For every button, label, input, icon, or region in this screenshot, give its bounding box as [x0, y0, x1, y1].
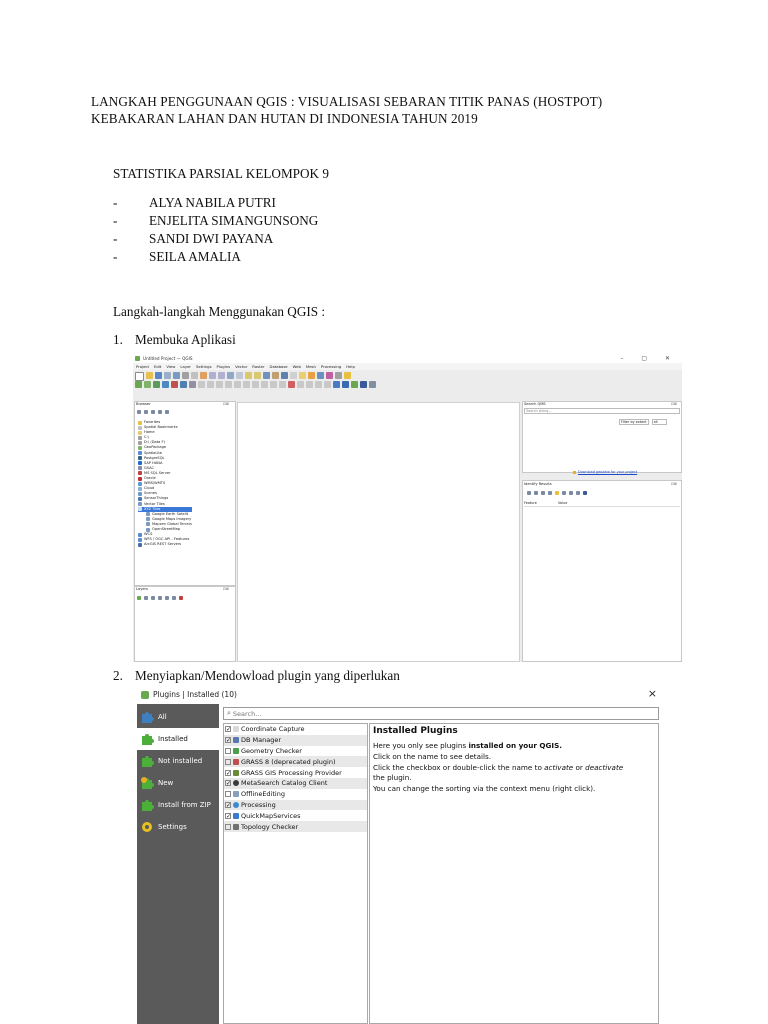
- plugin-checkbox[interactable]: [225, 791, 231, 797]
- tree-item[interactable]: Home: [138, 430, 192, 435]
- plugin-search-box[interactable]: [223, 707, 659, 720]
- collapse-icon[interactable]: [151, 410, 155, 414]
- plugin-checkbox[interactable]: ✓: [226, 737, 232, 745]
- data-source-manager-icon[interactable]: [135, 381, 142, 388]
- layers-panel-title: Layers: [136, 587, 148, 591]
- details-paragraph: Click on the name to see details.: [373, 751, 492, 761]
- menu-layer[interactable]: Layer: [180, 364, 191, 369]
- folder-icon: [138, 431, 142, 435]
- tree-item[interactable]: PostgreSQL: [138, 456, 192, 461]
- qms-icon[interactable]: [333, 381, 340, 388]
- grass-icon: [233, 759, 239, 765]
- plugin-name: Processing: [241, 800, 276, 809]
- plugin-checkbox[interactable]: [225, 824, 231, 830]
- select-icon[interactable]: [299, 372, 306, 379]
- step-1: [113, 332, 236, 348]
- sidebar-item-label: Settings: [158, 823, 187, 831]
- step-number: 1.: [113, 332, 123, 347]
- sidebar-item-not-installed[interactable]: [137, 750, 219, 772]
- puzzle-icon: [140, 732, 154, 746]
- pan-icon[interactable]: [191, 372, 198, 379]
- qms-search-icon[interactable]: [342, 381, 349, 388]
- plugin-row[interactable]: [224, 800, 367, 811]
- identify-toolbar: [527, 491, 587, 495]
- download-geodata-row: [573, 470, 637, 474]
- plugin-row[interactable]: [224, 810, 367, 821]
- sidebar-item-label: All: [158, 713, 167, 721]
- sidebar-item-label: Not installed: [158, 757, 203, 765]
- sap-hana-icon: [138, 461, 142, 465]
- qms-search-input[interactable]: Search string...: [524, 408, 680, 414]
- label-change-icon[interactable]: [324, 381, 331, 388]
- step-2: [113, 668, 400, 684]
- member-name: SANDI DWI PAYANA: [149, 231, 274, 246]
- tree-item[interactable]: Favorites: [138, 420, 192, 425]
- sidebar-item-label: Installed: [158, 735, 188, 743]
- collapse-tree-icon[interactable]: [534, 491, 538, 495]
- add-feature-icon[interactable]: [216, 381, 223, 388]
- new-star-icon: [140, 776, 154, 790]
- wcs-icon: [138, 533, 142, 537]
- menu-vector[interactable]: Vector: [235, 364, 248, 369]
- db-manager-icon: [233, 737, 239, 743]
- title-line-2: KEBAKARAN LAHAN DAN HUTAN DI INDONESIA TAHUN 2019: [91, 111, 478, 126]
- qgis-window-screenshot: [133, 355, 682, 662]
- tile-icon: [146, 512, 150, 516]
- tree-item[interactable]: C:\: [138, 435, 192, 440]
- details-paragraph: Click the checkbox or double-click the name to activate or deactivate: [373, 762, 624, 772]
- menu-raster[interactable]: Raster: [252, 364, 265, 369]
- label-pin-icon[interactable]: [297, 381, 304, 388]
- tree-item[interactable]: Scenes: [138, 491, 192, 496]
- collapse-all-icon[interactable]: [172, 596, 176, 600]
- plugins-dialog-screenshot: [137, 687, 663, 1024]
- plugin-name: Geometry Checker: [241, 746, 302, 755]
- plugin-row[interactable]: [224, 767, 367, 778]
- map-tips-icon[interactable]: [335, 372, 342, 379]
- qgis-window-title: Untitled Project — QGIS: [143, 356, 193, 361]
- details-paragraph: Here you only see plugins installed on your QGIS.: [373, 741, 562, 750]
- wfs-icon: [138, 538, 142, 542]
- plugin-name: GRASS GIS Processing Provider: [241, 768, 342, 777]
- plugin-checkbox[interactable]: ✓: [226, 801, 232, 809]
- plugin-name: MetaSearch Catalog Client: [241, 779, 328, 788]
- identify-icon[interactable]: [290, 372, 297, 379]
- filter-row: [619, 419, 667, 425]
- plugins-titlebar: [137, 687, 663, 704]
- group-name: STATISTIKA PARSIAL KELOMPOK 9: [113, 166, 329, 181]
- plugin-checkbox[interactable]: ✓: [226, 780, 232, 788]
- topology-checker-icon: [233, 824, 239, 830]
- plugins-dialog-title: Plugins | Installed (10): [153, 690, 237, 699]
- tree-item[interactable]: Google Earth Satelit: [138, 512, 192, 517]
- plugin-details-pane: [369, 723, 659, 1024]
- plugin-row[interactable]: [224, 778, 367, 789]
- member-item: - ENJELITA SIMANGUNSONG: [113, 213, 319, 228]
- add-vector-icon[interactable]: [153, 381, 160, 388]
- label-move-icon[interactable]: [306, 381, 313, 388]
- drive-icon: [138, 441, 142, 445]
- expand-tree-icon[interactable]: [527, 491, 531, 495]
- temporal-icon[interactable]: [272, 372, 279, 379]
- zoom-next-icon[interactable]: [254, 372, 261, 379]
- tree-item[interactable]: D:\ (Data F): [138, 440, 192, 445]
- plugin-name: DB Manager: [241, 736, 282, 745]
- open-project-icon[interactable]: [146, 372, 153, 379]
- plugin-row[interactable]: [224, 756, 367, 767]
- member-name: ENJELITA SIMANGUNSONG: [149, 213, 319, 228]
- menu-project[interactable]: Project: [136, 364, 149, 369]
- tile-icon: [146, 522, 150, 526]
- star-icon: [138, 421, 142, 425]
- identify-results-panel: [522, 480, 682, 662]
- oracle-icon: [138, 477, 142, 481]
- browser-panel-title: Browser: [136, 402, 151, 406]
- menu-edit[interactable]: Edit: [154, 364, 162, 369]
- sidebar-item-installed[interactable]: [137, 728, 219, 750]
- plugin-name: GRASS 8 (deprecated plugin): [241, 757, 336, 766]
- menu-mesh[interactable]: Mesh: [305, 364, 316, 369]
- plugins-sidebar: [137, 704, 219, 1024]
- zoom-in-icon[interactable]: [209, 372, 216, 379]
- vertex-tool-icon[interactable]: [225, 381, 232, 388]
- annotation-icon[interactable]: [344, 372, 351, 379]
- search-icon: ⌕: [227, 709, 231, 717]
- add-db-layer-icon[interactable]: [180, 381, 187, 388]
- wms-icon: [138, 482, 142, 486]
- tree-item[interactable]: WMS/WMTS: [138, 481, 192, 486]
- save-as-icon[interactable]: [164, 372, 171, 379]
- filter-icon[interactable]: [144, 410, 148, 414]
- tree-item[interactable]: SensorThings: [138, 496, 192, 501]
- zoom-full-icon[interactable]: [227, 372, 234, 379]
- bookmark-icon: [138, 426, 142, 430]
- tree-item[interactable]: GSAC: [138, 466, 192, 471]
- coordinate-capture-icon: [233, 726, 239, 732]
- menu-web[interactable]: Web: [292, 364, 301, 369]
- layers-toolbar: [137, 596, 183, 600]
- delete-icon[interactable]: [234, 381, 241, 388]
- add-raster-icon[interactable]: [162, 381, 169, 388]
- toggle-edit-icon[interactable]: [198, 381, 205, 388]
- tree-item[interactable]: ArcGIS REST Servers: [138, 542, 192, 547]
- digitize-icon[interactable]: [171, 381, 178, 388]
- pan-to-selection-icon[interactable]: [200, 372, 207, 379]
- member-name: SEILA AMALIA: [149, 249, 241, 264]
- tree-item[interactable]: Oracle: [138, 476, 192, 481]
- layout-manager-icon[interactable]: [182, 372, 189, 379]
- menu-settings[interactable]: Settings: [195, 364, 212, 369]
- tree-item[interactable]: WFS / OGC API - Features: [138, 537, 192, 542]
- menu-view[interactable]: View: [166, 364, 176, 369]
- scenes-icon: [138, 492, 142, 496]
- python-icon[interactable]: [351, 381, 358, 388]
- tree-item[interactable]: Vector Tiles: [138, 502, 192, 507]
- identify-results-title: Identify Results: [524, 482, 552, 486]
- member-list: [113, 194, 318, 266]
- postgresql-icon: [138, 456, 142, 460]
- download-geodata-link[interactable]: Download geodata for your project: [578, 470, 638, 474]
- tree-item[interactable]: Cloud: [138, 486, 192, 491]
- redo-icon[interactable]: [279, 381, 286, 388]
- panel-close-icon[interactable]: ⊡⊠: [671, 402, 678, 406]
- search-qms-panel: [522, 401, 682, 473]
- info-icon[interactable]: [165, 410, 169, 414]
- sidebar-item-settings[interactable]: [137, 816, 219, 838]
- arcgis-icon: [138, 543, 142, 547]
- menu-processing[interactable]: Processing: [320, 364, 342, 369]
- highlight-icon[interactable]: [555, 491, 559, 495]
- tree-item[interactable]: Spatial Bookmarks: [138, 425, 192, 430]
- puzzle-icon: [140, 754, 154, 768]
- filter-value-combo[interactable]: all: [652, 419, 667, 425]
- identify-mode-icon[interactable]: [576, 491, 580, 495]
- map-canvas[interactable]: [237, 402, 520, 662]
- details-paragraph: the plugin.: [373, 773, 412, 783]
- member-item: - SEILA AMALIA: [113, 249, 241, 264]
- edit-icon[interactable]: [189, 381, 196, 388]
- sidebar-item-label: Install from ZIP: [158, 801, 211, 809]
- browser-toolbar: [137, 410, 169, 414]
- plugin-name: Topology Checker: [241, 822, 299, 831]
- qgis-titlebar: [133, 355, 682, 363]
- style-icon[interactable]: [137, 596, 141, 600]
- tree-item[interactable]: Mapzen Global Terrain: [138, 522, 192, 527]
- tree-item[interactable]: GeoPackage: [138, 445, 192, 450]
- copy-feature-icon[interactable]: [562, 491, 566, 495]
- panel-close-icon[interactable]: ⊡⊠: [223, 587, 230, 591]
- refresh-icon[interactable]: [137, 410, 141, 414]
- tree-item[interactable]: MS SQL Server: [138, 471, 192, 476]
- window-controls[interactable]: – ▢ ✕: [620, 355, 678, 362]
- warning-icon: [573, 471, 576, 474]
- puzzle-icon: [140, 710, 154, 724]
- plugin-row[interactable]: [224, 746, 367, 757]
- cut-icon[interactable]: [243, 381, 250, 388]
- plugin-checkbox[interactable]: ✓: [226, 769, 232, 777]
- intro-text: Langkah-langkah Menggunakan QGIS :: [113, 304, 326, 319]
- column-value: Value: [558, 501, 568, 505]
- puzzle-icon: [140, 798, 154, 812]
- details-heading: Installed Plugins: [373, 726, 458, 736]
- xyz-tiles-icon: [138, 507, 142, 511]
- zoom-last-icon[interactable]: [245, 372, 252, 379]
- new-layer-icon[interactable]: [144, 381, 151, 388]
- print-icon[interactable]: [569, 491, 573, 495]
- tree-item[interactable]: WCS: [138, 532, 192, 537]
- quickmapservices-icon: [233, 813, 239, 819]
- plugin-checkbox[interactable]: [225, 748, 231, 754]
- document-title: [91, 93, 691, 127]
- copy-icon[interactable]: [252, 381, 259, 388]
- layers-panel: [134, 586, 236, 662]
- tree-item[interactable]: SpatiaLite: [138, 451, 192, 456]
- step-number: 2.: [113, 668, 123, 683]
- member-item: - ALYA NABILA PUTRI: [113, 195, 276, 210]
- identify-table-header: [524, 501, 680, 507]
- tile-icon: [146, 528, 150, 532]
- filter-legend-icon[interactable]: [158, 596, 162, 600]
- sidebar-item-new[interactable]: [137, 772, 219, 794]
- step-text: Membuka Aplikasi: [135, 332, 236, 347]
- mssql-icon: [138, 471, 142, 475]
- measure-icon[interactable]: [317, 372, 324, 379]
- processing-icon: [233, 802, 239, 808]
- grass-icon[interactable]: [360, 381, 367, 388]
- plugin-row[interactable]: [224, 735, 367, 746]
- sensor-icon: [138, 497, 142, 501]
- title-line-1: LANGKAH PENGGUNAAN QGIS : VISUALISASI SEBARAN TITIK PANAS (HOSTPOT): [91, 94, 603, 109]
- plugin-search-input[interactable]: [231, 710, 635, 718]
- plugin-name: Coordinate Capture: [241, 725, 305, 734]
- close-icon[interactable]: ×: [647, 687, 657, 700]
- tree-item[interactable]: OpenStreetMap: [138, 527, 192, 532]
- browser-tree: [138, 420, 192, 547]
- plugin-row[interactable]: [224, 821, 367, 832]
- spatialite-icon: [138, 451, 142, 455]
- add-group-icon[interactable]: [144, 596, 148, 600]
- gsac-icon: [138, 466, 142, 470]
- plugin-checkbox[interactable]: ✓: [226, 726, 232, 734]
- menu-database[interactable]: Database: [269, 364, 288, 369]
- column-feature: Feature: [524, 501, 537, 505]
- save-edits-icon[interactable]: [207, 381, 214, 388]
- tree-item-selected[interactable]: XYZ Tiles: [138, 507, 192, 512]
- grass-provider-icon: [233, 770, 239, 776]
- plugin-row[interactable]: [224, 789, 367, 800]
- plugin-checkbox[interactable]: ✓: [226, 812, 232, 820]
- metasearch-icon: [233, 780, 239, 786]
- label-rotate-icon[interactable]: [315, 381, 322, 388]
- offline-editing-icon: [233, 791, 239, 797]
- qgis-logo-icon: [141, 691, 149, 699]
- identify-settings-icon[interactable]: [583, 491, 587, 495]
- plugin-checkbox[interactable]: [225, 759, 231, 765]
- qgis-logo-icon: [135, 356, 140, 361]
- drive-icon: [138, 436, 142, 440]
- zoom-layer-icon[interactable]: [236, 372, 243, 379]
- gear-icon: [140, 820, 154, 834]
- plugin-name: QuickMapServices: [241, 811, 301, 820]
- save-project-icon[interactable]: [155, 372, 162, 379]
- refresh-icon[interactable]: [281, 372, 288, 379]
- visibility-icon[interactable]: [151, 596, 155, 600]
- clear-results-icon[interactable]: [548, 491, 552, 495]
- remove-layer-icon[interactable]: [179, 596, 183, 600]
- expand-new-icon[interactable]: [541, 491, 545, 495]
- properties-icon[interactable]: [158, 410, 162, 414]
- toolbar-row-2: [135, 380, 376, 389]
- sidebar-item-install-from-zip[interactable]: [137, 794, 219, 816]
- member-item: - SANDI DWI PAYANA: [113, 231, 274, 246]
- vector-tiles-icon: [138, 502, 142, 506]
- tree-item[interactable]: SAP HANA: [138, 461, 192, 466]
- statistics-icon[interactable]: [326, 372, 333, 379]
- plugin-list: [223, 723, 368, 1024]
- undo-icon[interactable]: [270, 381, 277, 388]
- qgis-menubar: [133, 363, 682, 370]
- zoom-out-icon[interactable]: [218, 372, 225, 379]
- deselect-icon[interactable]: [308, 372, 315, 379]
- toolbar-row-1: [135, 371, 351, 380]
- panel-close-icon[interactable]: ⊡⊠: [671, 482, 678, 486]
- print-layout-icon[interactable]: [173, 372, 180, 379]
- step-text: Menyiapkan/Mendowload plugin yang diperlukan: [135, 668, 400, 683]
- label-icon[interactable]: [288, 381, 295, 388]
- plugin-name: OfflineEditing: [241, 790, 285, 799]
- expand-icon[interactable]: [165, 596, 169, 600]
- tile-icon: [146, 517, 150, 521]
- geopackage-icon: [138, 446, 142, 450]
- menu-plugins[interactable]: Plugins: [216, 364, 231, 369]
- new-map-view-icon[interactable]: [263, 372, 270, 379]
- menu-help[interactable]: Help: [346, 364, 355, 369]
- sidebar-item-all[interactable]: [137, 706, 219, 728]
- member-name: ALYA NABILA PUTRI: [149, 195, 276, 210]
- plugin-row[interactable]: [224, 724, 367, 735]
- plugin-extra-icon[interactable]: [369, 381, 376, 388]
- sidebar-item-label: New: [158, 779, 174, 787]
- cloud-icon: [138, 487, 142, 491]
- tree-item[interactable]: Google Maps Imagery: [138, 517, 192, 522]
- paste-icon[interactable]: [261, 381, 268, 388]
- search-qms-title: Search QMS: [524, 402, 546, 406]
- geometry-checker-icon: [233, 748, 239, 754]
- panel-close-icon[interactable]: ⊡⊠: [223, 402, 230, 406]
- filter-by-extent-combo[interactable]: Filter by extent: [621, 420, 647, 424]
- details-paragraph: You can change the sorting via the context menu (right click).: [373, 784, 596, 794]
